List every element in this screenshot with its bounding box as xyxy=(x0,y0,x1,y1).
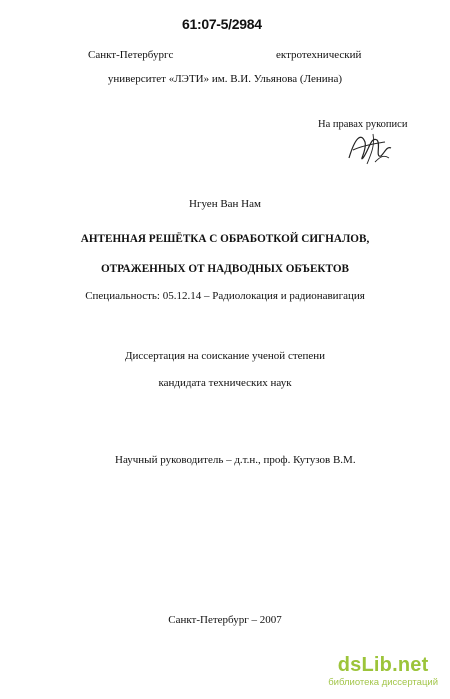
thesis-title-line2: ОТРАЖЕННЫХ ОТ НАДВОДНЫХ ОБЪЕКТОВ xyxy=(100,263,350,275)
specialty-line: Специальность: 05.12.14 – Радиолокация и радионавигация xyxy=(85,290,365,302)
thesis-title-line1: АНТЕННАЯ РЕШЁТКА С ОБРАБОТКОЙ СИГНАЛОВ, xyxy=(80,233,370,245)
dissertation-line1: Диссертация на соискание ученой степени xyxy=(124,350,326,362)
watermark-logo-main: dsLib xyxy=(337,654,393,676)
city-year: Санкт-Петербург – 2007 xyxy=(168,614,282,626)
university-line1-left: Санкт-Петербургс xyxy=(88,49,174,61)
watermark-logo xyxy=(328,654,438,676)
watermark-logo-tld: net xyxy=(397,654,429,676)
dissertation-line2: кандидата технических наук xyxy=(158,377,292,389)
supervisor-line: Научный руководитель – д.т.н., проф. Кутузов В.М. xyxy=(115,454,356,466)
catalog-code: 61:07-5/2984 xyxy=(182,16,262,32)
watermark-subtitle: библиотека диссертаций xyxy=(328,677,438,688)
university-line2: университет «ЛЭТИ» им. В.И. Ульянова (Ленина) xyxy=(107,73,343,85)
manuscript-label: На правах рукописи xyxy=(318,119,408,130)
stamp-gap xyxy=(181,47,273,63)
watermark xyxy=(328,654,438,688)
handwritten-signature xyxy=(345,128,393,168)
university-line1-right: ектротехнический xyxy=(276,49,362,61)
author-name: Нгуен Ван Нам xyxy=(189,198,261,210)
watermark-logo-dot: . xyxy=(392,654,398,676)
